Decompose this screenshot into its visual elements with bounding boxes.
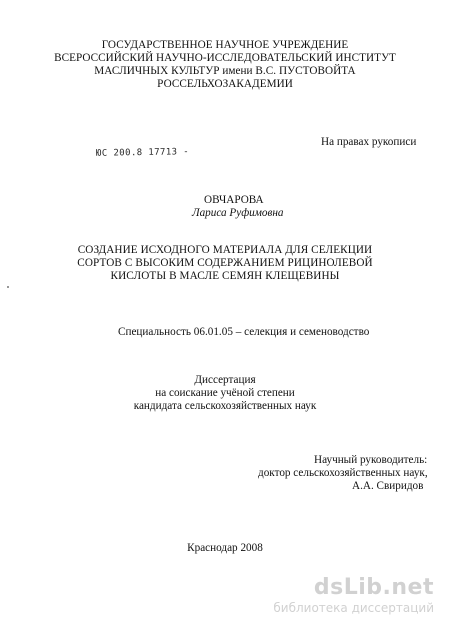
institution-line-1: ГОСУДАРСТВЕННОЕ НАУЧНОЕ УЧРЕЖДЕНИЕ bbox=[101, 39, 349, 51]
supervisor-name: А.А. Свиридов bbox=[352, 480, 424, 492]
institution-line-2: ВСЕРОССИЙСКИЙ НАУЧНО-ИССЛЕДОВАТЕЛЬСКИЙ ИНСТИТУТ bbox=[54, 52, 396, 64]
author-surname: ОВЧАРОВА bbox=[204, 194, 264, 206]
supervisor-label: Научный руководитель: bbox=[314, 454, 428, 466]
dissertation-title-line-1: СОЗДАНИЕ ИСХОДНОГО МАТЕРИАЛА ДЛЯ СЕЛЕКЦИИ bbox=[77, 244, 373, 256]
watermark bbox=[273, 577, 434, 614]
dissertation-title-line-2: СОРТОВ С ВЫСОКИМ СОДЕРЖАНИЕМ РИЦИНОЛЕВОЙ bbox=[77, 257, 373, 269]
degree-sought-line: на соискание учёной степени bbox=[155, 387, 295, 399]
library-stamp-number: ЮС 200.8 17713 - bbox=[95, 147, 190, 159]
watermark-subtitle: библиотека диссертаций bbox=[273, 601, 434, 615]
dissertation-label: Диссертация bbox=[194, 374, 256, 386]
institution-line-4: РОССЕЛЬХОЗАКАДЕМИИ bbox=[157, 78, 293, 90]
supervisor-degree: доктор сельскохозяйственных наук, bbox=[258, 467, 428, 479]
institution-line-3: МАСЛИЧНЫХ КУЛЬТУР имени В.С. ПУСТОВОЙТА bbox=[94, 65, 356, 77]
manuscript-rights-note: На правах рукописи bbox=[321, 136, 417, 148]
scan-speck bbox=[7, 286, 9, 288]
degree-name-line: кандидата сельскохозяйственных наук bbox=[133, 400, 317, 412]
specialty-line: Специальность 06.01.05 – селекция и семеноводство bbox=[118, 326, 370, 338]
author-given-names: Лариса Руфимовна bbox=[192, 207, 284, 219]
watermark-logo: dsLib.net bbox=[313, 575, 434, 600]
dissertation-title-line-3: КИСЛОТЫ В МАСЛЕ СЕМЯН КЛЕЩЕВИНЫ bbox=[110, 270, 340, 282]
place-and-year: Краснодар 2008 bbox=[187, 542, 263, 554]
